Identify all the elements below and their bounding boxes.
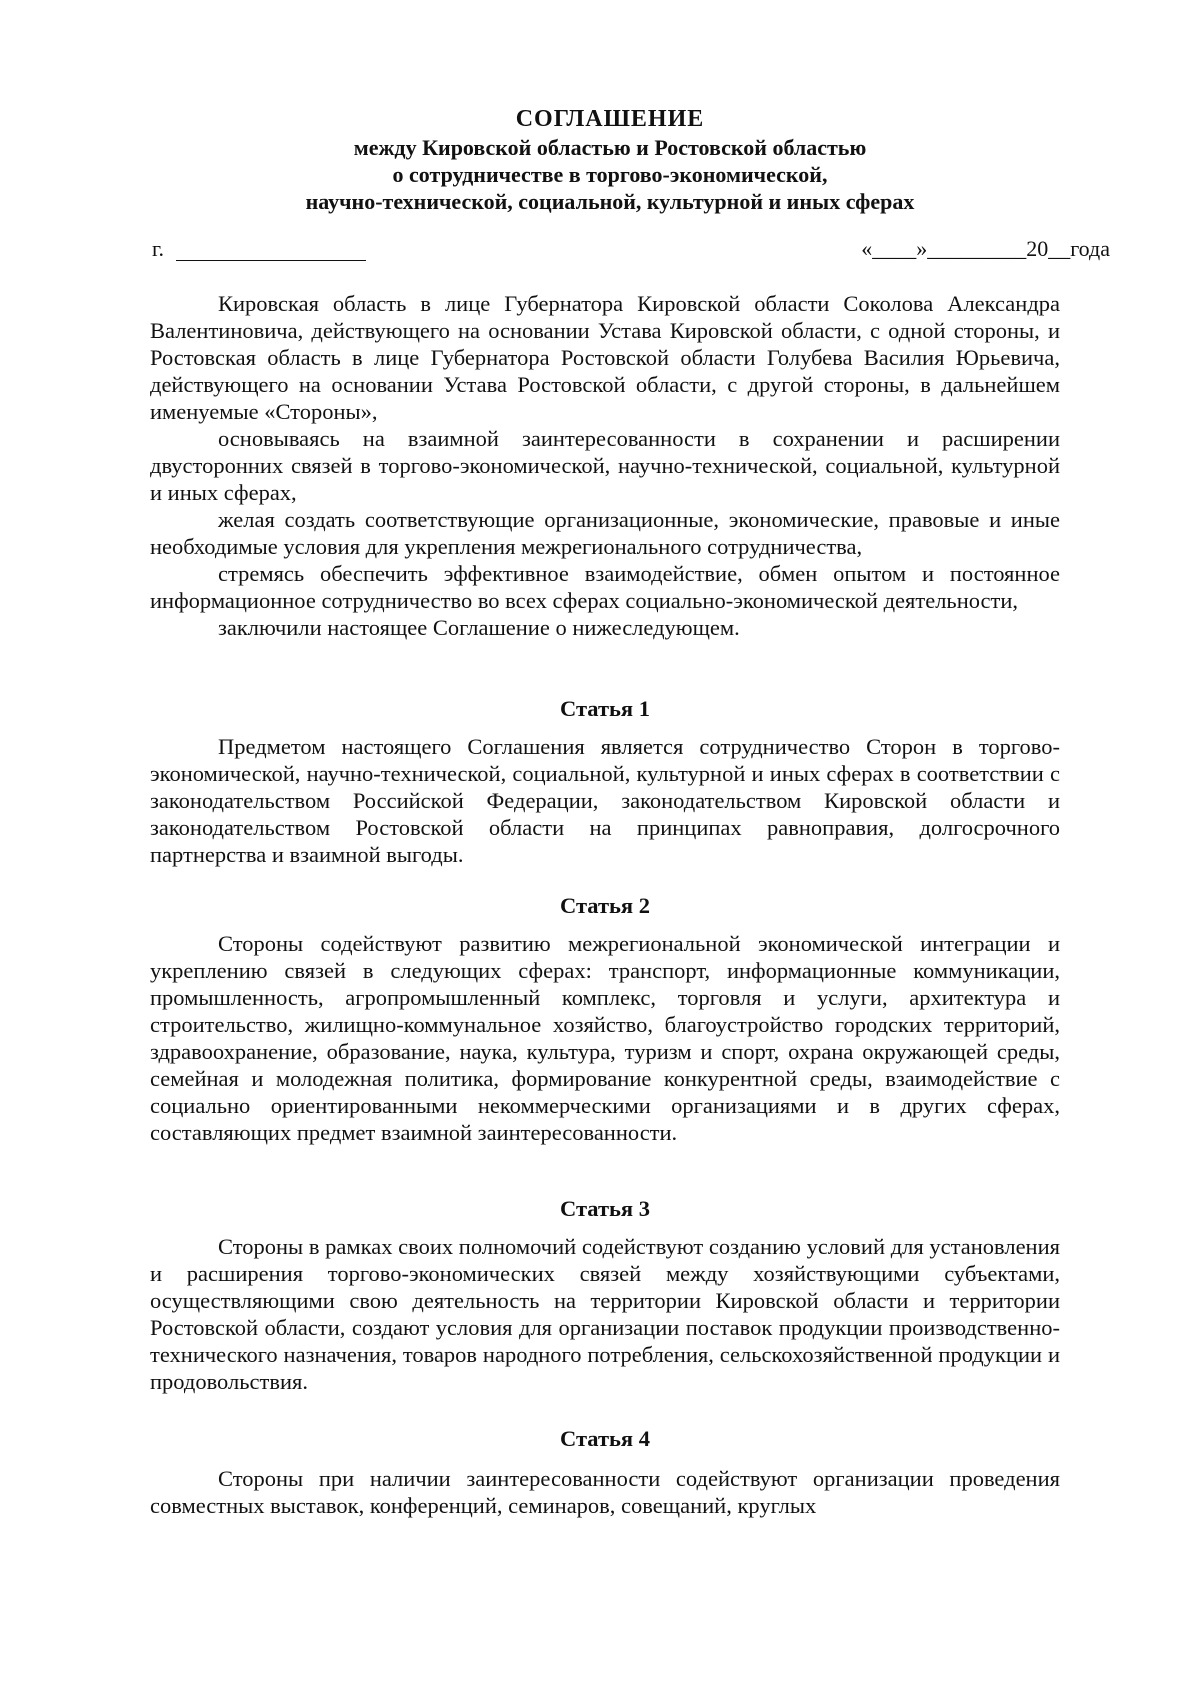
article-heading: Статья 4 bbox=[560, 1426, 650, 1451]
document-subtitle-line-2: о сотрудничестве в торгово-экономической, bbox=[392, 162, 828, 187]
preamble-paragraph: стремясь обеспечить эффективное взаимодействие, обмен опытом и постоянное информационное сотрудничество во всех сферах социально-экономической деятельности, bbox=[150, 561, 1060, 613]
document-subtitle-line-1: между Кировской областью и Ростовской областью bbox=[353, 135, 867, 160]
date-field: «____»_________20__года bbox=[861, 236, 1110, 261]
article-4-heading-block bbox=[150, 1425, 1060, 1452]
article-3-body bbox=[150, 1233, 1060, 1395]
place-date-line bbox=[152, 236, 1110, 264]
preamble-paragraph: Кировская область в лице Губернатора Кировской области Соколова Александра Валентиновича, действующего на основании Устава Кировской области, с одной стороны, и Ростовская область в лице Губернатора Ростовской области Голубева Василия Юрьевича, действующего на основании Устава Ростовской области, с другой стороны, в дальнейшем именуемые «Стороны», bbox=[150, 291, 1060, 424]
preamble-paragraph: желая создать соответствующие организационные, экономические, правовые и иные необходимые условия для укрепления межрегионального сотрудничества, bbox=[150, 507, 1060, 559]
city-blank-field bbox=[176, 260, 366, 261]
article-paragraph: Стороны содействуют развитию межрегиональной экономической интеграции и укреплению связей в следующих сферах: транспорт, информационные коммуникации, промышленность, агропромышленный комплекс, торговля и услуги, архитектура и строительство, жилищно-коммунальное хозяйство, благоустройство городских территорий, здравоохранение, образование, наука, культура, туризм и спорт, охрана окружающей среды, семейная и молодежная политика, формирование конкурентной среды, взаимодействие с социально ориентированными некоммерческими организациями и в других сферах, составляющих предмет взаимной заинтересованности. bbox=[150, 931, 1060, 1145]
article-heading: Статья 2 bbox=[560, 893, 650, 918]
city-prefix: г. bbox=[152, 236, 165, 261]
document-subtitle-line-3: научно-технической, социальной, культурной и иных сферах bbox=[305, 189, 915, 214]
preamble-paragraph: заключили настоящее Соглашение о нижеследующем. bbox=[218, 615, 740, 640]
document-header bbox=[160, 104, 1060, 215]
article-3-heading-block bbox=[150, 1195, 1060, 1222]
article-1-body bbox=[150, 733, 1060, 868]
article-heading: Статья 3 bbox=[560, 1196, 650, 1221]
document-title: СОГЛАШЕНИЕ bbox=[515, 106, 705, 132]
article-4-body bbox=[150, 1465, 1060, 1519]
article-paragraph: Предметом настоящего Соглашения является сотрудничество Сторон в торгово-экономической, научно-технической, социальной, культурной и иных сферах в соответствии с законодательством Российской Федерации, законодательством Кировской области и законодательством Ростовской области на принципах равноправия, долгосрочного партнерства и взаимной выгоды. bbox=[150, 734, 1060, 867]
article-paragraph: Стороны при наличии заинтересованности содействуют организации проведения совместных выставок, конференций, семинаров, совещаний, круглых bbox=[150, 1466, 1060, 1518]
preamble bbox=[150, 290, 1060, 641]
article-paragraph: Стороны в рамках своих полномочий содействуют созданию условий для установления и расширения торгово-экономических связей между хозяйствующими субъектами, осуществляющими свою деятельность на территории Кировской области и территории Ростовской области, создают условия для организации поставок продукции производственно-технического назначения, товаров народного потребления, сельскохозяйственной продукции и продовольствия. bbox=[150, 1234, 1060, 1394]
article-2-heading-block bbox=[150, 892, 1060, 919]
article-heading: Статья 1 bbox=[560, 696, 650, 721]
preamble-paragraph: основываясь на взаимной заинтересованности в сохранении и расширении двусторонних связей в торгово-экономической, научно-технической, социальной, культурной и иных сферах, bbox=[150, 426, 1060, 505]
article-2-body bbox=[150, 930, 1060, 1146]
article-1-heading-block bbox=[150, 695, 1060, 722]
